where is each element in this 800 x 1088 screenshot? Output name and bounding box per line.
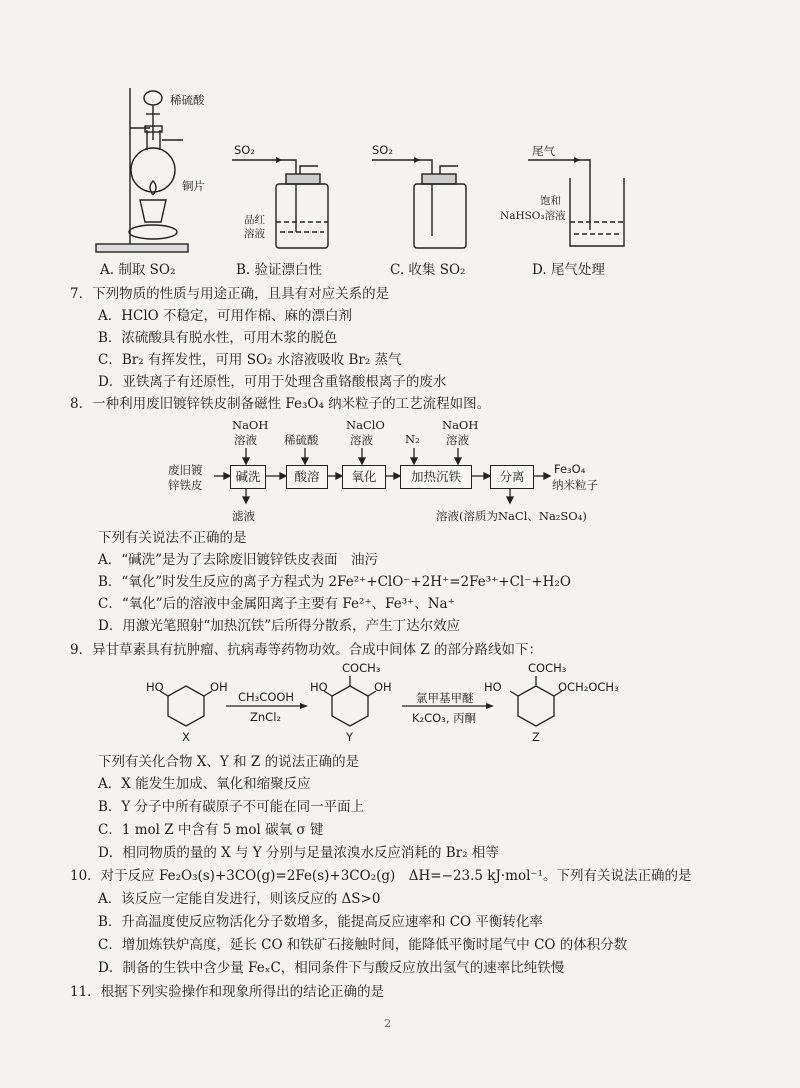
page-number: 2	[384, 1016, 392, 1030]
compound-label: Z	[532, 730, 540, 744]
flow-reagent: 溶液	[234, 433, 257, 447]
solid-label: 铜片	[182, 179, 205, 193]
option: A．HClO 不稳定，可用作棉、麻的漂白剂	[98, 308, 353, 324]
flow-reagent: 溶液	[446, 433, 469, 447]
reagent-label: K₂CO₃, 丙酮	[412, 711, 477, 725]
option: C．1 mol Z 中含有 5 mol 碳氧 σ 键	[98, 822, 324, 838]
gas-label: SO₂	[234, 143, 255, 157]
option: D．制备的生铁中含少量 FeₓC，相同条件下与酸反应放出氢气的速率比纯铁慢	[98, 960, 565, 976]
option: A．该反应一定能自发进行，则该反应的 ΔS>0	[98, 891, 381, 907]
reagent-label: 稀硫酸	[170, 93, 205, 107]
compound-label: X	[182, 730, 190, 744]
liquid-label: NaHSO₃溶液	[500, 210, 566, 222]
flow-step: 加热沉铁	[400, 465, 472, 489]
flow-step: 氧化	[342, 465, 386, 489]
flow-reagent: 稀硫酸	[284, 433, 319, 447]
question-stem: 8．一种利用废旧镀锌铁皮制备磁性 Fe₃O₄ 纳米粒子的工艺流程如图。	[70, 396, 491, 412]
chem-label: COCH₃	[342, 661, 381, 675]
apparatus-caption: B. 验证漂白性	[236, 262, 323, 278]
question-stem: 10．对于反应 Fe₂O₃(s)+3CO(g)=2Fe(s)+3CO₂(g) ΔH=−23.5 kJ·mol⁻¹。下列有关说法正确的是	[70, 868, 692, 884]
apparatus-caption: D. 尾气处理	[532, 262, 605, 278]
chem-label: HO	[310, 680, 328, 694]
flow-product: 纳米粒子	[552, 478, 598, 492]
gas-label: SO₂	[372, 143, 393, 157]
flow-product: Fe₃O₄	[554, 462, 586, 476]
liquid-label: 品红	[244, 214, 265, 226]
liquid-label: 饱和	[540, 195, 561, 207]
flow-byproduct: 溶液(溶质为NaCl、Na₂SO₄)	[436, 509, 587, 523]
question-stem: 11．根据下列实验操作和现象所得出的结论正确的是	[70, 984, 385, 1000]
option: B．浓硫酸具有脱水性，可用木浆的脱色	[98, 330, 338, 346]
apparatus-caption: C. 收集 SO₂	[390, 262, 466, 278]
chem-label: COCH₃	[528, 661, 567, 675]
question-stem: 7．下列物质的性质与用途正确，且具有对应关系的是	[70, 286, 390, 302]
flow-step: 酸溶	[286, 465, 328, 489]
flow-start: 锌铁皮	[168, 478, 203, 492]
chem-label: HO	[146, 680, 164, 694]
flow-reagent: NaOH	[442, 418, 479, 432]
option: D．亚铁离子有还原性，可用于处理含重铬酸根离子的废水	[98, 374, 447, 390]
question-lead: 下列有关化合物 X、Y 和 Z 的说法正确的是	[98, 754, 360, 770]
reagent-label: CH₃COOH	[238, 690, 295, 704]
flow-reagent: 溶液	[350, 433, 373, 447]
option: A．“碱洗”是为了去除废旧镀锌铁皮表面 油污	[98, 552, 379, 568]
apparatus-caption: A. 制取 SO₂	[100, 262, 176, 278]
question-lead: 下列有关说法不正确的是	[98, 530, 247, 546]
question-stem: 9．异甘草素具有抗肿瘤、抗病毒等药物功效。合成中间体 Z 的部分路线如下：	[70, 642, 543, 658]
option: D．相同物质的量的 X 与 Y 分别与足量浓溴水反应消耗的 Br₂ 相等	[98, 845, 499, 861]
option: C．增加炼铁炉高度，延长 CO 和铁矿石接触时间，能降低平衡时尾气中 CO 的体积分数	[98, 937, 628, 953]
flow-reagent: N₂	[405, 432, 420, 446]
flow-byproduct: 滤液	[232, 509, 255, 523]
chem-label: OH	[374, 680, 392, 694]
chem-label: OCH₂OCH₃	[558, 680, 619, 694]
flow-step: 碱洗	[230, 465, 266, 489]
flow-reagent: NaClO	[346, 418, 385, 432]
chem-label: OH	[210, 680, 228, 694]
chem-label: HO	[484, 680, 502, 694]
flow-step: 分离	[490, 465, 534, 489]
option: C．“氧化”后的溶液中金属阳离子主要有 Fe²⁺、Fe³⁺、Na⁺	[98, 596, 455, 612]
flow-reagent: NaOH	[232, 418, 269, 432]
option: B．“氧化”时发生反应的离子方程式为 2Fe²⁺+ClO⁻+2H⁺=2Fe³⁺+Cl⁻+H₂O	[98, 574, 571, 590]
option: B．升高温度使反应物活化分子数增多，能提高反应速率和 CO 平衡转化率	[98, 914, 543, 930]
liquid-label: 溶液	[244, 228, 265, 240]
flow-start: 废旧镀	[168, 463, 203, 477]
option: D．用激光笔照射“加热沉铁”后所得分散系，产生丁达尔效应	[98, 618, 461, 634]
gas-label: 尾气	[532, 144, 555, 158]
option: C．Br₂ 有挥发性，可用 SO₂ 水溶液吸收 Br₂ 蒸气	[98, 352, 402, 368]
reagent-label: ZnCl₂	[250, 710, 282, 724]
compound-label: Y	[346, 730, 354, 744]
reagent-label: 氯甲基甲醚	[416, 691, 474, 705]
option: B．Y 分子中所有碳原子不可能在同一平面上	[98, 799, 365, 815]
option: A．X 能发生加成、氧化和缩聚反应	[98, 776, 311, 792]
